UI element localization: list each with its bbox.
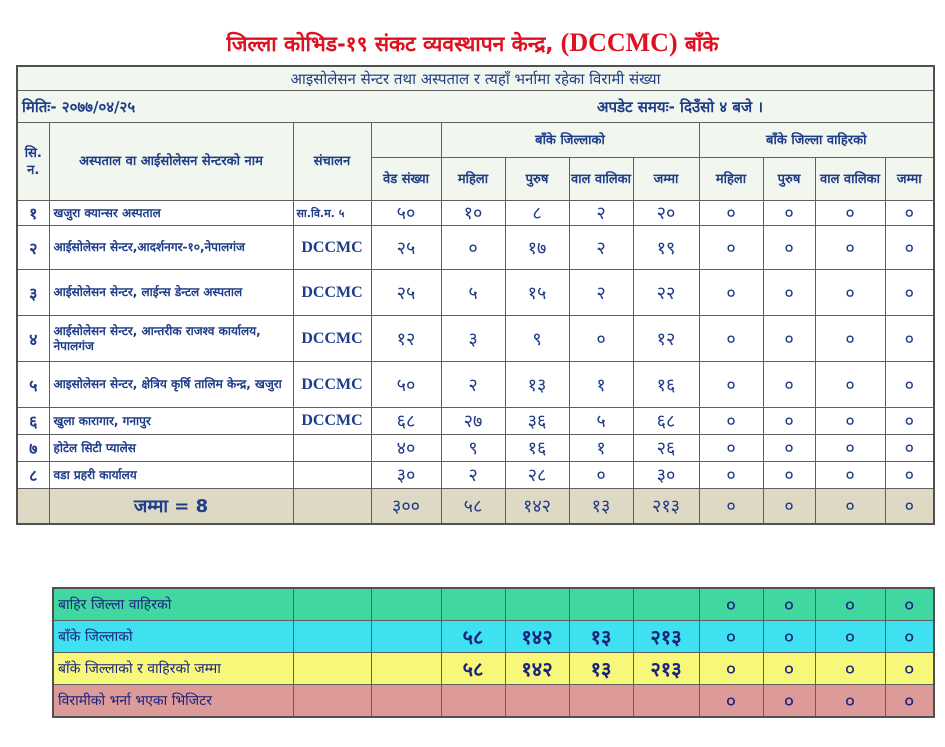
summary-out-female: ० [699,621,763,653]
row-children: ० [569,462,633,489]
row-out-male: ० [763,201,815,226]
summary-out-male: ० [763,685,815,718]
summary-label: बाहिर जिल्ला वाहिरको [53,588,293,621]
row-sn: १ [17,201,49,226]
row-name: होटेल सिटी प्यालेस [49,435,293,462]
row-out-male: ० [763,270,815,316]
row-total: २२ [633,270,699,316]
table-subtitle: आइसोलेसन सेन्टर तथा अस्पताल र त्यहाँ भर्नामा रहेका विरामी संख्या [17,66,934,91]
row-total: २० [633,201,699,226]
header-banke: बाँके जिल्लाको [441,123,699,158]
summary-out-male: ० [763,653,815,685]
title-code: (DCCMC) [560,28,678,57]
row-sn: ४ [17,316,49,362]
summary-blank [371,621,441,653]
header-beds: वेड संख्या [371,158,441,201]
summary-row [53,588,934,621]
row-male: १६ [505,435,569,462]
summary-out-total: ० [885,653,934,685]
row-operator: DCCMC [293,270,371,316]
header-children: वाल वालिका [569,158,633,201]
row-operator: सा.वि.म. ५ [293,201,371,226]
total-children: १३ [569,489,633,524]
row-beds: ६८ [371,408,441,435]
table-row [17,270,934,316]
total-label: जम्मा = 8 [49,489,293,524]
table-row [17,462,934,489]
header-out-female: महिला [699,158,763,201]
row-female: ५ [441,270,505,316]
row-out-male: ० [763,226,815,270]
header-out-total: जम्मा [885,158,934,201]
header-total: जम्मा [633,158,699,201]
row-out-children: ० [815,462,885,489]
summary-out-female: ० [699,653,763,685]
row-name: आईसोलेसन सेन्टर, लाईन्स डेन्टल अस्पताल [49,270,293,316]
title-main: जिल्ला कोभिड-१९ संकट व्यवस्थापन केन्द्र, [226,32,561,56]
summary-children [569,588,633,621]
summary-blank [293,621,371,653]
summary-blank [293,653,371,685]
summary-label: विरामीको भर्ना भएका भिजिटर [53,685,293,718]
row-male: १५ [505,270,569,316]
row-total: १६ [633,362,699,408]
row-beds: ५० [371,201,441,226]
table-row [17,201,934,226]
table-row [17,316,934,362]
row-operator [293,462,371,489]
summary-out-children: ० [815,588,885,621]
row-sn: ६ [17,408,49,435]
date-row [17,91,934,123]
row-out-male: ० [763,362,815,408]
summary-out-total: ० [885,685,934,718]
summary-children: १३ [569,621,633,653]
row-out-female: ० [699,201,763,226]
summary-female [441,685,505,718]
row-name: आइसोलेसन सेन्टर, क्षेत्रिय कृर्षि तालिम केन्द्र, खजुरा [49,362,293,408]
total-out-children: ० [815,489,885,524]
row-male: २८ [505,462,569,489]
row-female: २७ [441,408,505,435]
row-out-total: ० [885,362,934,408]
row-name: खुला कारागार, गनापुर [49,408,293,435]
summary-blank [293,685,371,718]
summary-children: १३ [569,653,633,685]
row-out-total: ० [885,270,934,316]
row-out-children: ० [815,226,885,270]
row-children: २ [569,270,633,316]
row-out-female: ० [699,270,763,316]
row-out-female: ० [699,408,763,435]
row-male: ८ [505,201,569,226]
row-female: ३ [441,316,505,362]
row-operator [293,435,371,462]
row-out-male: ० [763,316,815,362]
header-out-male: पुरुष [763,158,815,201]
row-out-total: ० [885,316,934,362]
update-time: अपडेट समयः- दिउँसो ४ बजे । [596,97,764,116]
summary-out-male: ० [763,621,815,653]
row-out-total: ० [885,462,934,489]
row-out-children: ० [815,201,885,226]
page-title [0,28,945,58]
summary-blank [293,588,371,621]
row-total: ६८ [633,408,699,435]
row-female: २ [441,462,505,489]
total-female: ५८ [441,489,505,524]
header-name: अस्पताल वा आईसोलेसन सेन्टरको नाम [49,123,293,201]
row-out-male: ० [763,435,815,462]
table-row [17,435,934,462]
summary-out-male: ० [763,588,815,621]
row-out-total: ० [885,226,934,270]
header-outside: बाँके जिल्ला वाहिरको [699,123,934,158]
row-out-female: ० [699,362,763,408]
row-male: ३६ [505,408,569,435]
summary-blank [371,588,441,621]
row-sn: ८ [17,462,49,489]
row-male: १३ [505,362,569,408]
summary-out-female: ० [699,685,763,718]
row-out-male: ० [763,408,815,435]
summary-male [505,588,569,621]
table-row [17,362,934,408]
row-out-children: ० [815,408,885,435]
row-beds: २५ [371,226,441,270]
row-beds: ३० [371,462,441,489]
summary-male [505,685,569,718]
row-children: ५ [569,408,633,435]
summary-table [52,587,935,718]
row-name: आईसोलेसन सेन्टर,आदर्शनगर-१०,नेपालगंज [49,226,293,270]
row-female: १० [441,201,505,226]
summary-total: २१३ [633,653,699,685]
row-name: वडा प्रहरी कार्यालय [49,462,293,489]
table-row [17,226,934,270]
row-operator: DCCMC [293,408,371,435]
row-out-children: ० [815,316,885,362]
summary-row [53,653,934,685]
summary-out-children: ० [815,653,885,685]
summary-out-total: ० [885,621,934,653]
summary-row [53,685,934,718]
row-name: आईसोलेसन सेन्टर, आन्तरीक राजश्व कार्यालय, नेपालगंज [49,316,293,362]
header-male: पुरुष [505,158,569,201]
row-children: ० [569,316,633,362]
row-children: २ [569,226,633,270]
row-sn: ७ [17,435,49,462]
report-date: मितिः- २०७७/०४/२५ [22,97,136,116]
row-female: ९ [441,435,505,462]
total-op [293,489,371,524]
row-female: ० [441,226,505,270]
summary-label: बाँके जिल्लाको [53,621,293,653]
summary-total [633,685,699,718]
row-name: खजुरा क्यान्सर अस्पताल [49,201,293,226]
row-operator: DCCMC [293,226,371,270]
summary-female: ५८ [441,653,505,685]
row-out-female: ० [699,435,763,462]
total-out-male: ० [763,489,815,524]
row-total: ३० [633,462,699,489]
summary-male: १४२ [505,621,569,653]
row-sn: ५ [17,362,49,408]
row-out-total: ० [885,435,934,462]
patient-table [16,65,935,525]
row-children: १ [569,435,633,462]
row-total: १९ [633,226,699,270]
row-out-children: ० [815,435,885,462]
row-out-children: ० [815,270,885,316]
row-operator: DCCMC [293,362,371,408]
header-sn: सि. न. [17,123,49,201]
summary-blank [371,653,441,685]
row-female: २ [441,362,505,408]
row-beds: ४० [371,435,441,462]
row-beds: १२ [371,316,441,362]
header-operator: संचालन [293,123,371,201]
header-out-children: वाल वालिका [815,158,885,201]
total-total: २१३ [633,489,699,524]
row-beds: २५ [371,270,441,316]
row-children: २ [569,201,633,226]
header-female: महिला [441,158,505,201]
summary-out-children: ० [815,621,885,653]
row-male: १७ [505,226,569,270]
row-sn: २ [17,226,49,270]
row-out-female: ० [699,462,763,489]
row-male: ९ [505,316,569,362]
summary-blank [371,685,441,718]
row-out-female: ० [699,226,763,270]
summary-out-total: ० [885,588,934,621]
total-male: १४२ [505,489,569,524]
row-out-children: ० [815,362,885,408]
total-out-female: ० [699,489,763,524]
header-blank [371,123,441,158]
summary-children [569,685,633,718]
summary-out-children: ० [815,685,885,718]
row-beds: ५० [371,362,441,408]
row-out-female: ० [699,316,763,362]
summary-row [53,621,934,653]
row-operator: DCCMC [293,316,371,362]
total-beds: ३०० [371,489,441,524]
total-blank [17,489,49,524]
summary-total [633,588,699,621]
summary-female [441,588,505,621]
table-row [17,408,934,435]
summary-total: २१३ [633,621,699,653]
summary-female: ५८ [441,621,505,653]
row-out-total: ० [885,201,934,226]
row-total: १२ [633,316,699,362]
row-out-male: ० [763,462,815,489]
summary-out-female: ० [699,588,763,621]
summary-label: बाँके जिल्लाको र वाहिरको जम्मा [53,653,293,685]
row-children: १ [569,362,633,408]
row-sn: ३ [17,270,49,316]
summary-male: १४२ [505,653,569,685]
row-out-total: ० [885,408,934,435]
total-out-total: ० [885,489,934,524]
row-total: २६ [633,435,699,462]
title-district: बाँके [677,32,719,56]
